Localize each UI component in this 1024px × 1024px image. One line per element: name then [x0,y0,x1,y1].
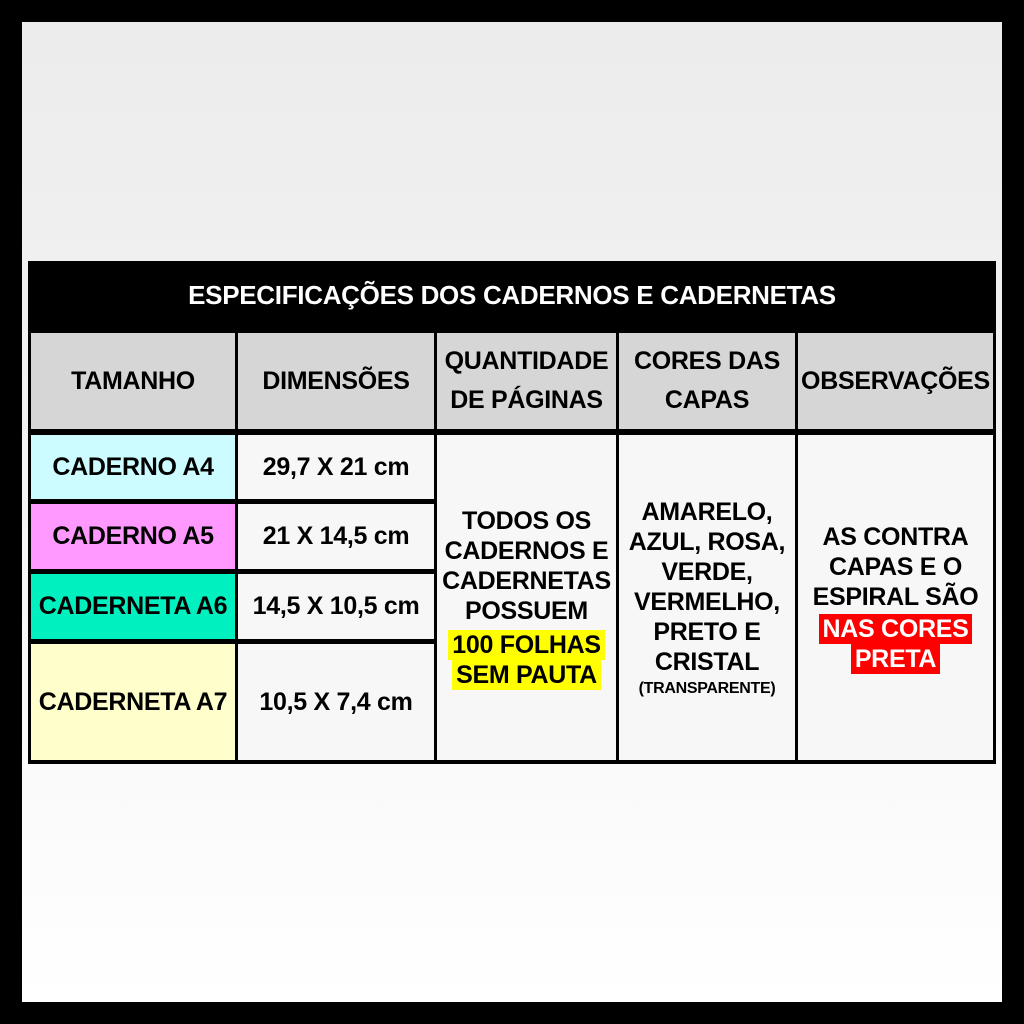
observacoes-line: CAPAS E O [829,552,962,581]
observacoes-cell [798,435,993,760]
table-title: ESPECIFICAÇÕES DOS CADERNOS E CADERNETAS [28,261,996,331]
header-tamanho: TAMANHO [31,333,235,429]
cores-line: AZUL, ROSA, [628,527,786,556]
row-tamanho-a4: CADERNO A4 [31,435,235,499]
row-dimensoes-a6: 14,5 X 10,5 cm [238,574,434,639]
header-dimensoes: DIMENSÕES [238,333,434,429]
row-dimensoes-a7: 10,5 X 7,4 cm [238,644,434,760]
observacoes-highlight: NAS CORES [819,614,973,644]
header-cores-line2: CAPAS [664,386,750,414]
header-cores-line1: CORES DAS [634,347,780,376]
cores-cell [619,435,795,760]
row-tamanho-a6: CADERNETA A6 [31,574,235,639]
header-quantidade [437,333,616,429]
row-dimensoes-a4: 29,7 X 21 cm [238,435,434,499]
quantidade-highlight: SEM PAUTA [452,660,601,690]
observacoes-line: AS CONTRA [822,522,969,551]
header-quantidade-line1: QUANTIDADE [444,347,609,376]
cores-note: (TRANSPARENTE) [638,679,776,697]
observacoes-line: ESPIRAL SÃO [812,582,979,611]
row-tamanho-a5: CADERNO A5 [31,504,235,569]
row-dimensoes-a5: 21 X 14,5 cm [238,504,434,569]
quantidade-line: POSSUEM [465,596,588,625]
cores-line: PRETO E [653,617,761,646]
observacoes-highlight: PRETA [851,644,940,674]
cores-line: VERDE, [661,557,753,586]
quantidade-line: CADERNOS E [444,536,609,565]
quantidade-line: TODOS OS [461,506,592,535]
header-cores [619,333,795,429]
cores-line: VERMELHO, [634,587,780,616]
header-quantidade-line2: DE PÁGINAS [450,386,603,414]
specifications-table [28,261,996,764]
cores-line: AMARELO, [641,497,773,526]
quantidade-cell [437,435,616,760]
row-tamanho-a7: CADERNETA A7 [31,644,235,760]
quantidade-highlight: 100 FOLHAS [448,630,604,660]
header-observacoes: OBSERVAÇÕES [798,333,993,429]
quantidade-line: CADERNETAS [442,566,611,595]
cores-line: CRISTAL [654,647,760,676]
